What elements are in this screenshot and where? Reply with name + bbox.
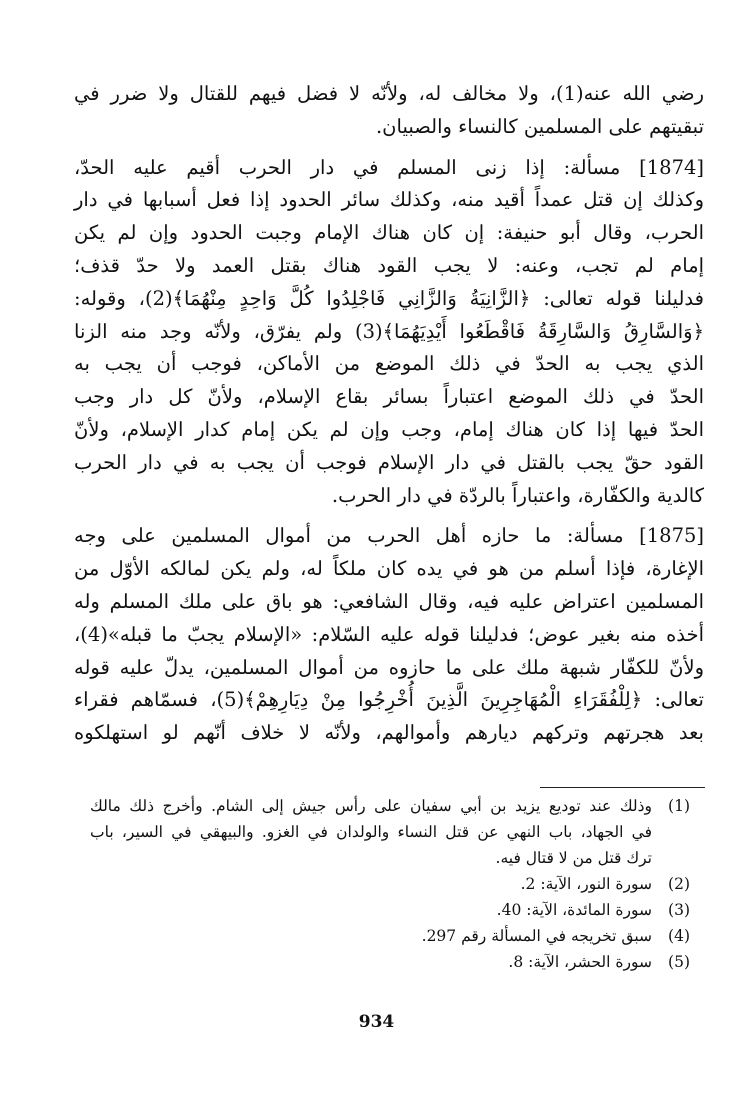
text-line: تعالى: ﴿لِلْفُقَرَاءِ الْمُهَاجِرِينَ الَّذِينَ أُخْرِجُوا مِنْ دِيَارِهِمْ﴾(5)، فسمّاهم فقراء [74, 688, 704, 712]
footnote-text: سورة الحشر، الآية: 8. [508, 953, 652, 971]
text-line: تبقيتهم على المسلمين كالنساء والصبيان. [375, 114, 704, 138]
text-line: [1875] مسألة: ما حازه أهل الحرب من أموال المسلمين على وجه [74, 524, 704, 548]
footnotes [90, 793, 690, 975]
text-line: الإغارة، فإذا أسلم من هو في يده كان ملكاً له، ولم يكن لمالكه الأوّل من [74, 557, 704, 581]
footnote-number: (2) [668, 875, 690, 893]
page-number: 934 [358, 1012, 395, 1032]
footnote [90, 923, 690, 949]
footnote-number: (4) [668, 927, 690, 945]
footnote-text: سورة المائدة، الآية: 40. [496, 901, 652, 919]
footnote-text: سبق تخريجه في المسألة رقم 297. [421, 927, 652, 945]
footnote [90, 871, 690, 897]
footnote-number: (5) [668, 953, 690, 971]
text-line: الحرب، وقال أبو حنيفة: إن كان هناك الإمام وجبت الحدود وإن لم يكن [74, 221, 704, 245]
text-line: الحدّ فيها إذا كان هناك إمام، وجب وإن لم يكن إمام كدار الإسلام، ولأنّ [74, 417, 704, 441]
text-line: أخذه منه بغير عوض؛ فدليلنا قوله عليه السّلام: «الإسلام يجبّ ما قبله»(4)، [74, 622, 704, 646]
footnote-number: (1) [668, 797, 690, 815]
text-line: فدليلنا قوله تعالى: ﴿الزَّانِيَةُ وَالزَّانِي فَاجْلِدُوا كُلَّ وَاحِدٍ مِنْهُمَا﴾(2)، وقوله: [74, 286, 704, 310]
text-line: إمام لم تجب، وعنه: لا يجب القود هناك بقتل العمد ولا حدّ قذف؛ [74, 253, 704, 277]
text-line: الذي يجب به الحدّ في ذلك الموضع من الأماكن، فوجب أن يجب به [74, 352, 704, 376]
text-line: [1874] مسألة: إذا زنى المسلم في دار الحرب أقيم عليه الحدّ، [74, 155, 704, 179]
footnote [90, 897, 690, 923]
footnote-text: وذلك عند توديع يزيد بن أبي سفيان على رأس جيش إلى الشام. وأخرج ذلك مالك [90, 797, 652, 815]
text-line: المسلمين اعتراض عليه فيه، وقال الشافعي: هو باق على ملك المسلم وله [74, 589, 704, 613]
footnote-text: ترك قتل من لا قتال فيه. [495, 849, 652, 867]
footnote-text: سورة النور، الآية: 2. [520, 875, 652, 893]
footnote-text: في الجهاد، باب النهي عن قتل النساء والولدان في الغزو. والبيهقي في السير، باب [90, 823, 652, 841]
footnote [90, 793, 690, 871]
text-line: وكذلك إن قتل عمداً أقيد منه، وكذلك سائر الحدود إذا فعل أسبابها في دار [74, 188, 704, 212]
text-line: رضي الله عنه(1)، ولا مخالف له، ولأنّه لا فضل فيهم للقتال ولا ضرر في [74, 82, 704, 105]
footnote-separator [540, 787, 705, 788]
text-line: بعد هجرتهم وتركهم ديارهم وأموالهم، ولأنّه لا خلاف أنّهم لو استهلكوه [74, 721, 704, 745]
text-line: ولأنّ للكفّار شبهة ملك على ما حازوه من أموال المسلمين، يدلّ عليه قوله [74, 655, 704, 679]
text-line: ﴿وَالسَّارِقُ وَالسَّارِقَةُ فَاقْطَعُوا أَيْدِيَهُمَا﴾(3) ولم يفرّق، ولأنّه وجد منه الزنا [74, 319, 704, 343]
text-line: القود حقّ يجب بالقتل في دار الإسلام فوجب أن يجب به في دار الحرب [74, 450, 704, 474]
text-line: كالدية والكفّارة، واعتباراً بالردّة في دار الحرب. [331, 483, 704, 507]
footnote-number: (3) [668, 901, 690, 919]
footnote [90, 949, 690, 975]
text-line: الحدّ في ذلك الموضع اعتباراً بسائر بقاع الإسلام، ولأنّ كل دار وجب [74, 385, 705, 409]
main-text [74, 78, 704, 750]
